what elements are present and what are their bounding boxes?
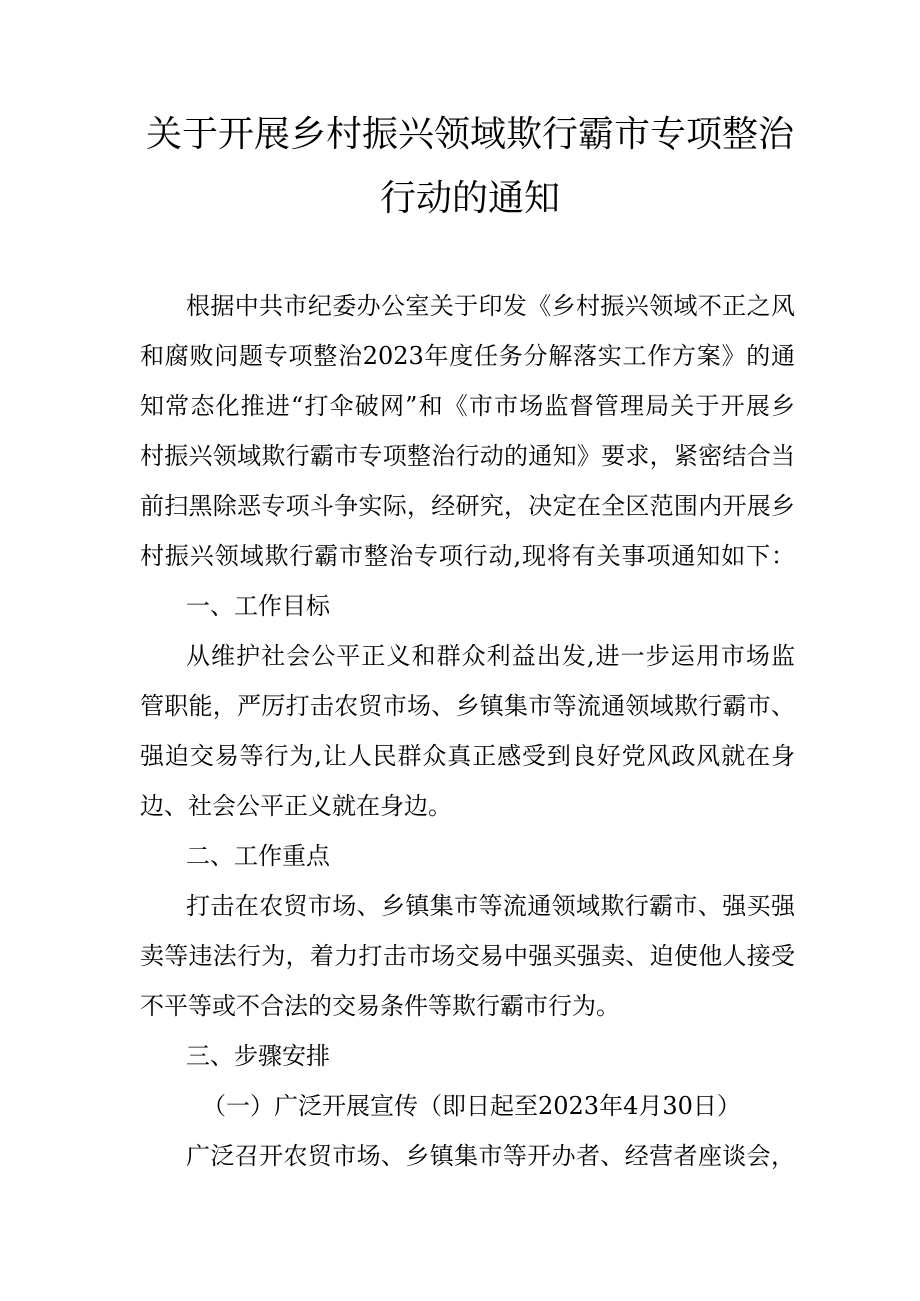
section-heading-work-goals: 一、工作目标 (186, 592, 330, 620)
section1-paragraph-line-2: 管职能，严厉打击农贸市场、乡镇集市等流通领域欺行霸市、 (140, 692, 795, 720)
intro-paragraph-line-6: 村振兴领域欺行霸市整治专项行动,现将有关事项通知如下： (140, 542, 795, 570)
intro-paragraph-line-2: 和腐败问题专项整治2023年度任务分解落实工作方案》的通 (140, 342, 795, 370)
document-title-line-2: 行动的通知 (379, 178, 560, 219)
section-heading-step-arrangement: 三、步骤安排 (186, 1042, 330, 1070)
intro-paragraph-line-4: 村振兴领域欺行霸市专项整治行动的通知》要求，紧密结合当 (140, 442, 795, 470)
section2-paragraph-line-1: 打击在农贸市场、乡镇集市等流通领域欺行霸市、强买强 (186, 892, 795, 920)
section2-paragraph-line-3: 不平等或不合法的交易条件等欺行霸市行为。 (140, 992, 620, 1020)
section1-paragraph-line-1: 从维护社会公平正义和群众利益出发,进一步运用市场监 (186, 642, 795, 670)
section-heading-work-focus: 二、工作重点 (186, 842, 330, 870)
section2-paragraph-line-2: 卖等违法行为，着力打击市场交易中强买强卖、迫使他人接受 (140, 942, 795, 970)
section3-paragraph-line-1: 广泛召开农贸市场、乡镇集市等开办者、经营者座谈会， (186, 1142, 795, 1170)
intro-paragraph-line-5: 前扫黑除恶专项斗争实际，经研究，决定在全区范围内开展乡 (140, 492, 795, 520)
section1-paragraph-line-4: 边、社会公平正义就在身边。 (140, 792, 452, 820)
section3-subheading-publicity: （一）广泛开展宣传（即日起至2023年4月30日） (202, 1092, 741, 1120)
section1-paragraph-line-3: 强迫交易等行为,让人民群众真正感受到良好党风政风就在身 (140, 742, 795, 770)
intro-paragraph-line-1: 根据中共市纪委办公室关于印发《乡村振兴领域不正之风 (186, 292, 795, 320)
document-title-line-1: 关于开展乡村振兴领域欺行霸市专项整治 (145, 114, 794, 155)
intro-paragraph-line-3: 知常态化推进“打伞破网”和《市市场监督管理局关于开展乡 (140, 392, 795, 420)
